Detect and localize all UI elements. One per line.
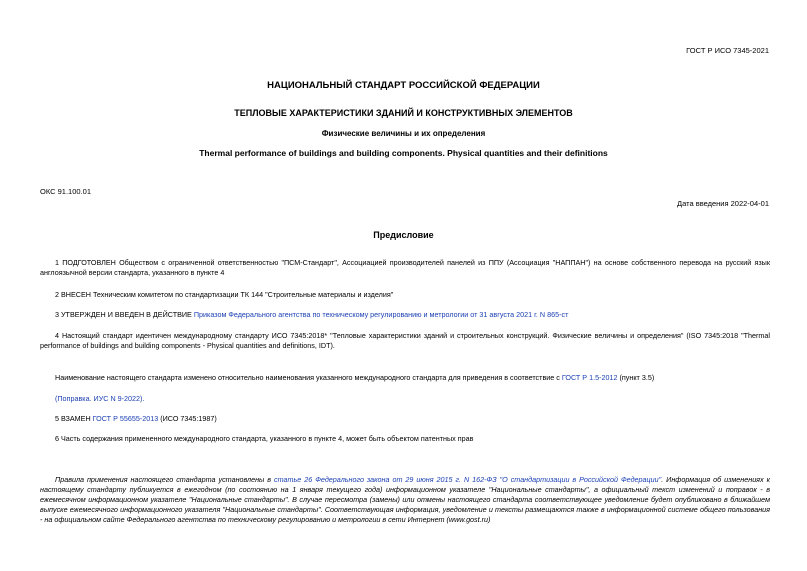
amendment-link[interactable]: (Поправка. ИУС N 9-2022). (55, 394, 145, 403)
name-note-tail: (пункт 3.5) (617, 373, 655, 382)
preface-item-4: 4 Настоящий стандарт идентичен международному стандарту ИСО 7345:2018* "Тепловые характеристики зданий и строительных конструкций. Физические величины и определения" (ISO 7345:2018 "Thermal performance of buildings and building components - Physical quantities and definitions, IDT). (40, 331, 770, 350)
gost-55655-link[interactable]: ГОСТ Р 55655-2013 (92, 414, 159, 423)
amendment-note (40, 394, 770, 404)
preface-item-1: 1 ПОДГОТОВЛЕН Обществом с ограниченной ответственностью "ПСМ-Стандарт", Ассоциацией производителей панелей из ППУ (Ассоциация "НАППАН") на основе собственного перевода на русский язык англоязычной версии стандарта, указанного в пункте 4 (40, 258, 770, 277)
rules-text-b: . Информация об изменениях к настоящему стандарту публикуется в ежегодном (по состоянию на 1 января текущего года) информационном указателе "Национальные стандарты", а официальный текст изменений и поправок - в ежемесячном информационном указателе "Национальные стандарты". В случае пересмотра (замены) или отмены настоящего стандарта соответствующее уведомление будет опубликовано в ближайшем выпуске ежемесячного информационного указателя "Национальные стандарты". Соответствующая информация, уведомление и тексты размещаются также в информационной системе общего пользования - на официальном сайте Федерального агентства по техническому регулированию и метрологии в сети Интернет (www.gost.ru) (40, 475, 770, 524)
gost-1-5-link[interactable]: ГОСТ Р 1.5-2012 (561, 373, 618, 382)
oks-code: ОКС 91.100.01 (40, 187, 91, 196)
preface-name-note (40, 373, 770, 383)
name-note-text: Наименование настоящего стандарта изменено относительно наименования указанного международного стандарта для приведения в соответствие с (55, 373, 562, 382)
application-rules (40, 475, 770, 525)
preface-heading: Предисловие (373, 230, 434, 240)
preface-item-3 (40, 310, 770, 320)
replaces-tail: (ИСО 7345:1987) (158, 414, 217, 423)
document-subtitle: Физические величины и их определения (321, 129, 486, 138)
preface-item-5 (40, 414, 770, 424)
preface-item-3-text: 3 УТВЕРЖДЕН И ВВЕДЕН В ДЕЙСТВИЕ (55, 310, 194, 319)
order-link[interactable]: Приказом Федерального агентства по техническому регулированию и метрологии от 31 августа 2021 г. N 865-ст (193, 310, 569, 319)
effective-date: Дата введения 2022-04-01 (677, 199, 769, 208)
preface-item-2: 2 ВНЕСЕН Техническим комитетом по стандартизации ТК 144 "Строительные материалы и изделия" (55, 290, 394, 299)
federal-law-link[interactable]: статье 26 Федерального закона от 29 июня 2015 г. N 162-ФЗ "О стандартизации в Российской Федерации" (274, 475, 662, 484)
standard-type-title: НАЦИОНАЛЬНЫЙ СТАНДАРТ РОССИЙСКОЙ ФЕДЕРАЦИИ (267, 80, 540, 91)
standard-code: ГОСТ Р ИСО 7345-2021 (686, 46, 769, 55)
rules-text-a: Правила применения настоящего стандарта установлены в (55, 475, 275, 484)
document-title: ТЕПЛОВЫЕ ХАРАКТЕРИСТИКИ ЗДАНИЙ И КОНСТРУКТИВНЫХ ЭЛЕМЕНТОВ (234, 108, 573, 118)
replaces-text: 5 ВЗАМЕН (55, 414, 93, 423)
english-title: Thermal performance of buildings and building components. Physical quantities and their definitions (199, 148, 608, 158)
preface-item-6: 6 Часть содержания примененного международного стандарта, указанного в пункте 4, может быть объектом патентных прав (55, 434, 474, 443)
